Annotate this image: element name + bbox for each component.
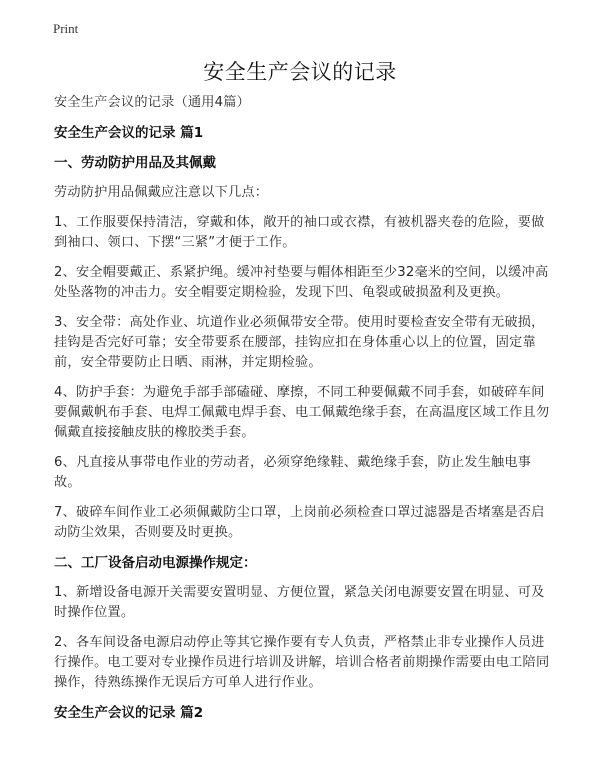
list-item: 1、工作服要保持清洁，穿戴和体，敞开的袖口或衣襟，有被机器夹卷的危险，要做到袖口、领口、下摆“三紧”才便于工作。 [54,215,545,250]
section-heading-2: 二、工厂设备启动电源操作规定： [54,555,257,571]
document-subtitle: 安全生产会议的记录（通用4篇） [54,95,251,110]
list-item: 6、凡直接从事带电作业的劳动者，必须穿绝缘鞋、戴绝缘手套，防止发生触电事故。 [54,455,532,490]
list-item: 4、防护手套：为避免手部手部磕碰、摩擦，不同工种要佩戴不同手套，如破碎车间要佩戴帆布手套、电焊工佩戴电焊手套、电工佩戴绝缘手套，在高温度区域工作且勿佩戴直接接触皮肤的橡胶类手套。 [54,385,550,440]
article-heading-2: 安全生产会议的记录 篇2 [54,705,204,721]
list-item: 7、破碎车间作业工必须佩戴防尘口罩，上岗前必须检查口罩过滤器是否堵塞是否启动防尘效果，否则要及时更换。 [54,505,545,540]
document-body [54,93,554,733]
section-intro: 劳动防护用品佩戴应注意以下几点： [54,185,269,200]
print-label: Print [53,21,79,36]
section-heading-1: 一、劳动防护用品及其佩戴 [54,155,216,171]
list-item: 3、安全带：高处作业、坑道作业必须佩带安全带。使用时要检查安全带有无破损，挂钩是否完好可靠；安全带要系在腰部，挂钩应扣在身体重心以上的位置，固定靠前，安全带要防止日晒、雨淋，并定期检验。 [54,315,545,370]
list-item: 1、新增设备电源开关需要安置明显、方便位置，紧急关闭电源要安置在明显、可及时操作位置。 [54,585,545,620]
article-heading-1: 安全生产会议的记录 篇1 [54,125,204,141]
list-item: 2、安全帽要戴正、系紧护绳。缓冲衬垫要与帽体相距至少32毫米的空间，以缓冲高处坠落物的冲击力。安全帽要定期检验，发现下凹、龟裂或破损盈利及更换。 [54,265,549,300]
list-item: 2、各车间设备电源启动停止等其它操作要有专人负责，严格禁止非专业操作人员进行操作。电工要对专业操作员进行培训及讲解，培训合格者前期操作需要由电工陪同操作，待熟练操作无误后方可单人进行作业。 [54,635,550,690]
document-title: 安全生产会议的记录 [203,60,397,84]
